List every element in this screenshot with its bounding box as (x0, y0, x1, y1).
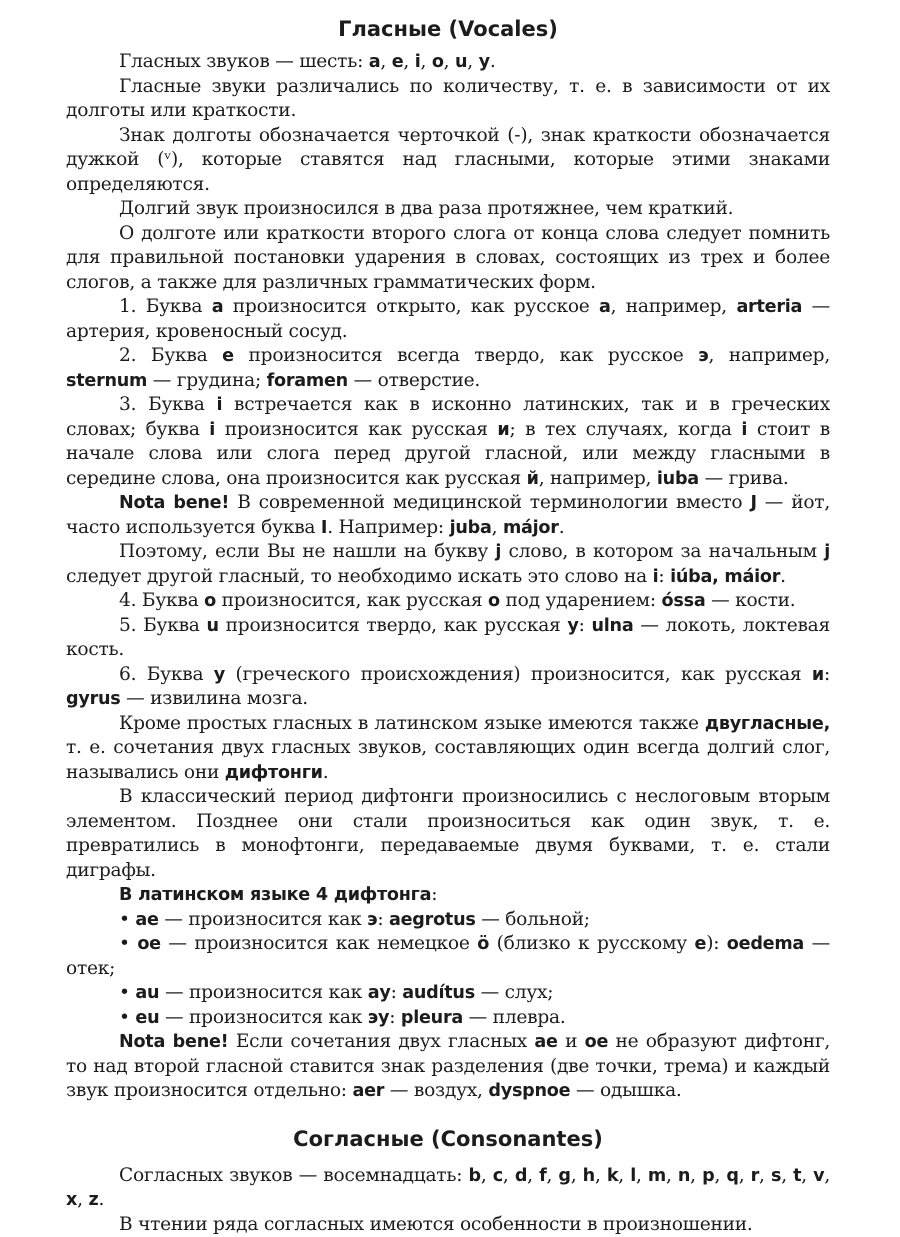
latin-term: aegrotus (389, 910, 476, 930)
rule-5-paragraph (66, 614, 830, 663)
text-run: — произносится как (159, 909, 367, 930)
text-run: , (618, 1165, 630, 1186)
bold-term: э (367, 910, 377, 930)
text-run: . (780, 566, 786, 587)
text-run: (греческого происхождения) произносится, как русская (225, 664, 812, 685)
text-run: , (527, 1165, 539, 1186)
consonant-letter: b (468, 1166, 480, 1186)
text-run: стоит в начале слова или слога перед другой гласной, или между гласными в середине слова, она произносится как русская (66, 419, 830, 489)
vowel-letter: e (392, 52, 404, 72)
text-run: 3. Буква (119, 394, 216, 415)
nota-bene-label: Nota bene! (119, 1032, 228, 1052)
text-run: — плевра. (463, 1007, 566, 1028)
classical-period-paragraph: В классический период дифтонги произносились с неслоговым вторым элементом. Позднее они стали произноситься как один звук, т. е. превратились в монофтонги, передаваемые двумя буквами, т. е. стали диграфы. (66, 785, 830, 883)
long-sound-paragraph: Долгий звук произносился в два раза протяжнее, чем краткий. (66, 197, 830, 222)
text-run: — отверстие. (348, 370, 480, 391)
vowel-letter: u (455, 52, 467, 72)
text-run: не образуют дифтонг, то над второй гласной ставится знак разделения (две точки, трема) и каждый звук произносится отдельно: (66, 1031, 830, 1101)
bold-term: и (812, 665, 824, 685)
consonant-letter: x (66, 1190, 77, 1210)
latin-term: audítus (402, 983, 475, 1003)
text-run: — произносится как (159, 982, 367, 1003)
text-run: 5. Буква (119, 615, 207, 636)
diphthong-item (66, 908, 830, 933)
consonant-letter: v (813, 1166, 824, 1186)
text-run: , (571, 1165, 583, 1186)
text-run: — локоть, локтевая кость. (66, 615, 830, 661)
consonants-reading-paragraph: В чтении ряда согласных имеются особенности в произношении. (66, 1213, 830, 1237)
latin-term: iúba, máior (670, 567, 780, 587)
consonant-letter: l (630, 1166, 636, 1186)
consonant-letter: z (88, 1190, 98, 1210)
latin-term: foramen (267, 371, 348, 391)
text-run: встречается как в исконно латинских, так и в греческих словах; буква (66, 394, 830, 440)
latin-term: arteria (736, 297, 802, 317)
bold-term: oe (137, 934, 161, 954)
vowels-count-paragraph (66, 50, 830, 75)
bold-term: ae (135, 910, 158, 930)
text-run: . (323, 762, 329, 783)
bold-term: eu (135, 1008, 159, 1028)
rule-4-paragraph (66, 589, 830, 614)
text-run: , (595, 1165, 607, 1186)
consonant-letter: n (678, 1166, 690, 1186)
bold-term: i (741, 420, 747, 440)
text-run: , (781, 1165, 793, 1186)
text-run: — извилина мозга. (121, 688, 308, 709)
text-run: 6. Буква (119, 664, 214, 685)
bullet: • (119, 1007, 135, 1028)
text-run: — слух; (475, 982, 553, 1003)
text-run: — кости. (705, 590, 795, 611)
bold-term: ö (477, 934, 489, 954)
text-run: , (403, 51, 414, 72)
nota-bene-j-paragraph (66, 491, 830, 540)
latin-term: dyspnoe (488, 1081, 570, 1101)
bullet: • (119, 933, 137, 954)
bullet: • (119, 909, 135, 930)
consonants-heading: Согласные (Consonantes) (66, 1124, 830, 1154)
text-run: , (503, 1165, 515, 1186)
latin-term: sternum (66, 371, 147, 391)
text-run: — произносится как немецкое (161, 933, 477, 954)
vowel-letter: a (369, 52, 381, 72)
text-run: под ударением: (500, 590, 662, 611)
text-run: , например, (539, 468, 657, 489)
diphthongs-intro-paragraph (66, 712, 830, 786)
latin-term: iuba (657, 469, 699, 489)
nota-bene-trema-paragraph (66, 1030, 830, 1104)
consonant-letter: h (583, 1166, 595, 1186)
vowel-letter: i (415, 52, 421, 72)
text-run: , (546, 1165, 558, 1186)
quantity-paragraph: Гласные звуки различались по количеству, т. е. в зависимости от их долготы или краткости. (66, 75, 830, 124)
bold-term: е (695, 934, 707, 954)
text-run: — грива. (699, 468, 789, 489)
text-run: , (421, 51, 432, 72)
text-run: . (98, 1189, 104, 1210)
consonant-letter: t (793, 1166, 801, 1186)
text-run: (близко к русскому (489, 933, 694, 954)
text-run: . Например: (327, 517, 449, 538)
text-run: Согласных звуков — восемнадцать: (119, 1165, 468, 1186)
latin-term: gyrus (66, 689, 121, 709)
consonant-letter: s (771, 1166, 781, 1186)
text-run: : (391, 982, 403, 1003)
bold-term: i (209, 420, 215, 440)
four-diphthongs-heading (66, 883, 830, 908)
bold-term: ae (534, 1032, 557, 1052)
text-run: , (492, 517, 503, 538)
diphthong-item (66, 981, 830, 1006)
text-run: — произносится как (159, 1007, 367, 1028)
consonant-letter: q (726, 1166, 738, 1186)
text-run: , (77, 1189, 88, 1210)
diphthong-item (66, 1006, 830, 1031)
consonant-letter: f (539, 1166, 546, 1186)
bold-term: I (321, 518, 327, 538)
document-page (66, 14, 830, 1237)
bold-term: а (212, 297, 224, 317)
text-run: : (389, 1007, 401, 1028)
bold-term: oe (585, 1032, 609, 1052)
bold-term: y (214, 665, 225, 685)
text-run: — одышка. (570, 1080, 681, 1101)
diphthong-item (66, 932, 830, 981)
text-run: , (759, 1165, 771, 1186)
text-run: 1. Буква (119, 296, 212, 317)
bold-term: u (207, 616, 219, 636)
text-run: — артерия, кровеносный сосуд. (66, 296, 830, 342)
text-run: , (801, 1165, 813, 1186)
text-run: следует другой гласный, то необходимо искать это слово на (66, 566, 653, 587)
bold-term: au (135, 983, 159, 1003)
text-run: , (690, 1165, 702, 1186)
text-run: , (444, 51, 455, 72)
rule-6-paragraph (66, 663, 830, 712)
text-run: , (666, 1165, 678, 1186)
text-run: произносится, как русская (216, 590, 488, 611)
text-run: Если сочетания двух гласных (228, 1031, 534, 1052)
text-run: , (739, 1165, 751, 1186)
text-run: — йот, часто используется буква (66, 492, 830, 538)
text-run: : (377, 909, 389, 930)
text-run: , например, (611, 296, 737, 317)
text-run: : (579, 615, 592, 636)
text-run: — больной; (476, 909, 590, 930)
vowels-heading: Гласные (Vocales) (66, 14, 830, 44)
consonant-letter: g (558, 1166, 570, 1186)
consonant-letter: r (751, 1166, 759, 1186)
bold-term: o (204, 591, 216, 611)
bold-term: двугласные, (705, 714, 830, 734)
text-run: произносится открыто, как русское (223, 296, 599, 317)
bold-term: эу (368, 1008, 389, 1028)
bold-term: j (824, 542, 830, 562)
length-marks-paragraph: Знак долготы обозначается черточкой (-), знак краткости обозначается дужкой (ᵛ), которые ставятся над гласными, которые этими знаками определяются. (66, 124, 830, 198)
text-run: , (714, 1165, 726, 1186)
bold-term: ау (368, 983, 391, 1003)
bold-term: o (488, 591, 500, 611)
rule-3-paragraph (66, 393, 830, 491)
consonant-letter: m (648, 1166, 666, 1186)
rule-2-paragraph (66, 344, 830, 393)
text-run: произносится всегда твердо, как русское (234, 345, 698, 366)
bold-term: J (750, 493, 756, 513)
text-run: 4. Буква (119, 590, 204, 611)
text-run: — отек; (66, 933, 830, 979)
text-run: . (490, 51, 496, 72)
bold-term: й (527, 469, 539, 489)
vowel-letter: y (479, 52, 490, 72)
bold-term: и (497, 420, 509, 440)
consonant-letter: p (702, 1166, 714, 1186)
text-run: , например, (708, 345, 830, 366)
text-run: произносится твердо, как русская (219, 615, 568, 636)
bullet: • (119, 982, 135, 1003)
text-run: Поэтому, если Вы не нашли на букву (119, 541, 495, 562)
text-run: — грудина; (147, 370, 267, 391)
text-run: : (824, 664, 830, 685)
text-run: и (558, 1031, 585, 1052)
text-run: , (380, 51, 391, 72)
consonant-letter: c (493, 1166, 503, 1186)
text-run: В современной медицинской терминологии вместо (229, 492, 750, 513)
text-run: произносится как русская (215, 419, 497, 440)
text-run: Кроме простых гласных в латинском языке имеются также (119, 713, 705, 734)
text-run: 2. Буква (119, 345, 222, 366)
text-run: т. е. сочетания двух гласных звуков, составляющих один всегда долгий слог, назывались они (66, 737, 830, 783)
bold-term: дифтонги (225, 763, 323, 783)
text-run: Гласных звуков — шесть: (119, 51, 369, 72)
text-run: , (481, 1165, 493, 1186)
consonant-letter: k (607, 1166, 618, 1186)
text-run: . (559, 517, 565, 538)
rule-1-paragraph (66, 295, 830, 344)
latin-term: aer (352, 1081, 384, 1101)
bold-term: е (222, 346, 234, 366)
text-run: , (636, 1165, 648, 1186)
latin-term: óssa (662, 591, 706, 611)
text-run: : (658, 566, 670, 587)
latin-term: oedema (727, 934, 804, 954)
bold-term: В латинском языке 4 дифтонга (119, 885, 431, 905)
latin-term: juba (450, 518, 492, 538)
latin-term: pleura (401, 1008, 463, 1028)
consonant-letter: d (515, 1166, 527, 1186)
bold-term: i (216, 395, 222, 415)
latin-term: májor (503, 518, 559, 538)
bold-term: j (495, 542, 501, 562)
vowel-letter: o (432, 52, 444, 72)
text-run: : (431, 884, 437, 905)
text-run: ; в тех случаях, когда (509, 419, 741, 440)
bold-term: э (698, 346, 708, 366)
search-tip-paragraph (66, 540, 830, 589)
text-run: , (824, 1165, 830, 1186)
nota-bene-label: Nota bene! (119, 493, 229, 513)
second-syllable-paragraph: О долготе или краткости второго слога от конца слова следует помнить для правильной постановки ударения в словах, состоящих из трех и более слогов, а также для различных грамматических форм. (66, 222, 830, 296)
bold-term: у (567, 616, 578, 636)
consonants-count-paragraph (66, 1164, 830, 1213)
bold-term: а (599, 297, 611, 317)
bold-term: i (653, 567, 659, 587)
text-run: , (467, 51, 478, 72)
text-run: ): (706, 933, 727, 954)
text-run: слово, в котором за начальным (501, 541, 824, 562)
latin-term: ulna (591, 616, 633, 636)
text-run: — воздух, (384, 1080, 488, 1101)
